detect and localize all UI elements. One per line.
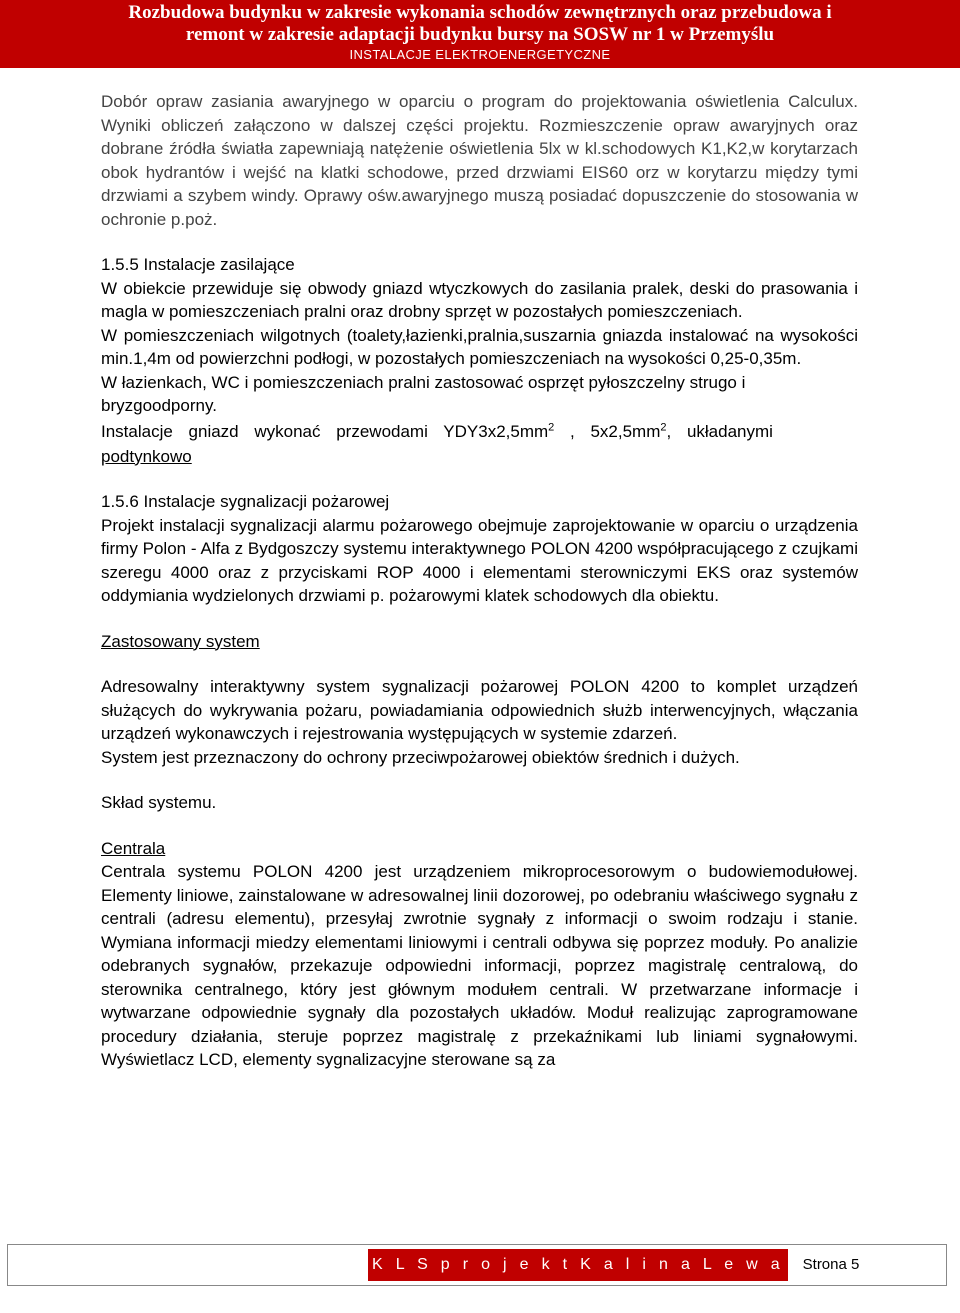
cable-spec-text-1: Instalacje gniazd wykonać przewodami YDY3x2,5mm [101,421,549,441]
heading-sklad-systemu: Skład systemu. [101,793,217,812]
heading-zastosowany-system: Zastosowany system [101,631,260,651]
section-1-5-6-title: 1.5.6 Instalacje sygnalizacji pożarowej [101,492,390,511]
section-1-5-5-paragraph-4 [101,418,858,445]
intro-paragraph: Dobór opraw zasiania awaryjnego w oparciu o program do projektowania oświetlenia Calculux. Wyniki obliczeń załączono w dalszej części projektu. Rozmieszczenie opraw awaryjnych oraz dobrane źródła światła zapewniają natężenie oświetlenia 5lx w kl.schodowych K1,K2,w korytarzach obok hydrantów i wejść na klatki schodowe, przed drzwiami EIS60 orz w korytarzu między tymi drzwiami a szybem windy. Oprawy ośw.awaryjnego muszą posiadać dopuszczenie do stosowania w ochronie p.poż. [101,92,858,229]
header-title-line-2: remont w zakresie adaptacji budynku bursy na SOSW nr 1 w Przemyślu [185,24,775,45]
footer-company-name: K L S p r o j e k t K a l i n a L e w a n d o w s k a [368,1249,788,1281]
header-title-line-1: Rozbudowa budynku w zakresie wykonania schodów zewnętrznych oraz przebudowa i [128,2,832,23]
section-1-5-5-paragraph-1: W obiekcie przewiduje się obwody gniazd wtyczkowych do zasilania pralek, deski do prasowania i magla w pomieszczeniach pralni oraz drobny sprzęt w pozostałych pomieszczeniach. [101,278,858,321]
centrala-paragraph: Centrala systemu POLON 4200 jest urządzeniem mikroprocesorowym o budowiemodułowej. Elementy liniowe, zainstalowane w adresowalnej linii dozorowej, po odebraniu właściwego sygnału z centrali (adresu elementu), przesyłaj zwrotnie sygnały z informacji o swoim rodzaju i stanie. Wymiana informacji miedzy elementami liniowymi i centrali odbywa się poprzez moduły. Po analizie odebranych sygnałów, przekazuje odpowiedni informacji, poprzez magistralę centralową, do sterownika centralnego, który jest głównym modułem centrali. W przetwarzane informacje i wytwarzane odpowiednie sygnały dla pozostałych układów. Moduł realizując zaprogramowane procedury działania, steruje poprzez magistralę z przekaźnikami lub liniami sygnałowymi. Wyświetlacz LCD, elementy sygnalizacyjne sterowane są za [101,862,858,1069]
page-number: Strona 5 [802,1256,860,1273]
page-footer [7,1244,947,1305]
zastosowany-paragraph-1: Adresowalny interaktywny system sygnalizacji pożarowej POLON 4200 to komplet urządzeń służących do wykrywania pożaru, powiadamiania odpowiednich służb interwencyjnych, włączania urządzeń wykonawczych i rejestrowania występujących w systemie zdarzeń. [101,677,858,743]
heading-centrala: Centrala [101,838,166,858]
section-1-5-5-title: 1.5.5 Instalacje zasilające [101,255,295,274]
cable-spec-text-2: , 5x2,5mm [554,421,661,441]
cable-spec-text-3: , układanymi [666,421,773,441]
zastosowany-paragraph-2: System jest przeznaczony do ochrony przeciwpożarowej obiektów średnich i dużych. [101,747,740,767]
section-1-5-5-paragraph-3: W łazienkach, WC i pomieszczeniach pralni zastosować osprzęt pyłoszczelny strugo i bryzgoodporny. [101,372,746,415]
document-body [101,90,858,1072]
document-header [0,0,960,68]
section-1-5-5-underlined-word: podtynkowo [101,446,192,466]
superscript-1: 2 [548,420,555,433]
section-1-5-5-paragraph-2: W pomieszczeniach wilgotnych (toalety,łazienki,pralnia,suszarnia gniazda instalować na wysokości min.1,4m od powierzchni podłogi, w pozostałych pomieszczeniach na wysokości 0,25-0,35m. [101,325,858,368]
superscript-2: 2 [660,420,667,433]
header-subtitle: INSTALACJE ELEKTROENERGETYCZNE [349,47,611,62]
section-1-5-6-paragraph: Projekt instalacji sygnalizacji alarmu pożarowego obejmuje zaprojektowanie w oparciu o urządzenia firmy Polon - Alfa z Bydgoszczy systemu interaktywnego POLON 4200 współpracującego z czujkami szeregu 4000 oraz z przyciskami ROP 4000 i elementami sterowniczymi EKS oraz systemów oddymiania wydzielonych drzwiami p. pożarowymi klatek schodowych dla obiektu. [101,515,858,605]
